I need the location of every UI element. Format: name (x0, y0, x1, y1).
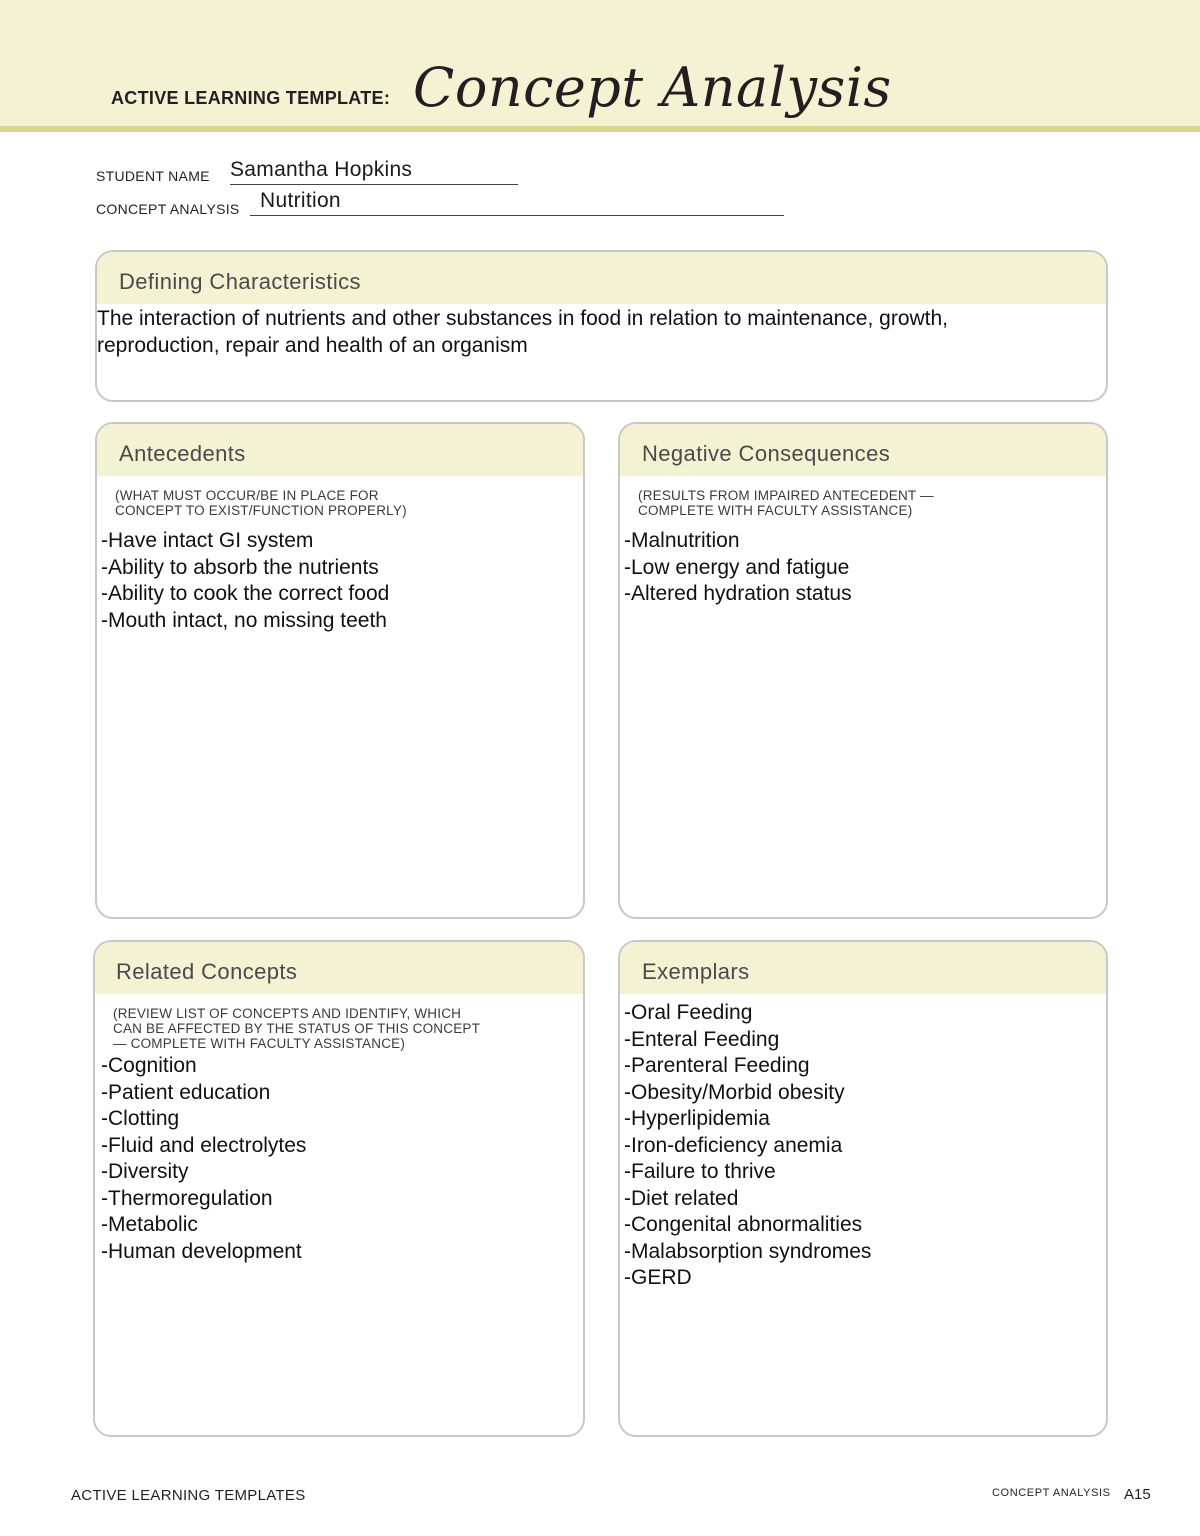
antecedents-panel (95, 422, 585, 919)
antecedents-subtitle (97, 476, 583, 518)
list-item: -Enteral Feeding (624, 1027, 780, 1051)
list-item: -GERD (624, 1266, 692, 1289)
subtitle-line: CONCEPT TO EXIST/FUNCTION PROPERLY) (115, 503, 407, 518)
concept-row (96, 189, 341, 217)
list-item: -Have intact GI system (101, 529, 314, 552)
list-item: -Iron-deficiency anemia (624, 1133, 843, 1157)
concept-field[interactable]: Nutrition (260, 189, 341, 212)
negative-title: Negative Consequences (620, 424, 1106, 476)
list-item: -Thermoregulation (101, 1186, 273, 1210)
defining-characteristics-panel (95, 250, 1108, 402)
defining-line: reproduction, repair and health of an organism (97, 333, 528, 357)
student-name-row (96, 158, 413, 184)
list-item: -Parenteral Feeding (624, 1054, 810, 1077)
subtitle-line: (RESULTS FROM IMPAIRED ANTECEDENT — (638, 488, 934, 503)
page-header (0, 0, 1200, 132)
header-label: ACTIVE LEARNING TEMPLATE: (111, 88, 391, 108)
subtitle-line: (WHAT MUST OCCUR/BE IN PLACE FOR (115, 488, 379, 503)
list-item: -Human development (101, 1239, 302, 1263)
antecedents-title: Antecedents (97, 424, 583, 476)
page-title: Concept Analysis (413, 56, 892, 119)
list-item: -Malnutrition (624, 529, 740, 552)
negative-consequences-panel (618, 422, 1108, 919)
list-item: -Obesity/Morbid obesity (624, 1080, 845, 1104)
list-item: -Mouth intact, no missing teeth (101, 608, 387, 632)
list-item: -Altered hydration status (624, 582, 852, 605)
list-item: -Diet related (624, 1186, 739, 1210)
negative-subtitle (620, 476, 1106, 518)
footer-section: CONCEPT ANALYSIS (992, 1487, 1111, 1499)
related-list[interactable] (95, 1051, 583, 1265)
footer-left: ACTIVE LEARNING TEMPLATES (71, 1487, 306, 1504)
list-item: -Malabsorption syndromes (624, 1239, 872, 1263)
antecedents-list[interactable] (97, 518, 583, 634)
exemplars-title: Exemplars (620, 942, 1106, 994)
student-name-field[interactable]: Samantha Hopkins (230, 158, 413, 181)
subtitle-line: COMPLETE WITH FACULTY ASSISTANCE) (638, 503, 913, 518)
subtitle-line: — COMPLETE WITH FACULTY ASSISTANCE) (113, 1036, 406, 1051)
concept-label: CONCEPT ANALYSIS (96, 201, 240, 217)
list-item: -Failure to thrive (624, 1160, 776, 1183)
defining-line: The interaction of nutrients and other substances in food in relation to maintenance, growth, (97, 307, 949, 330)
negative-list[interactable] (620, 518, 1106, 608)
list-item: -Low energy and fatigue (624, 555, 850, 579)
list-item: -Diversity (101, 1160, 189, 1183)
defining-title: Defining Characteristics (97, 252, 1106, 304)
list-item: -Cognition (101, 1054, 197, 1077)
list-item: -Fluid and electrolytes (101, 1133, 307, 1157)
exemplars-list[interactable] (620, 994, 1106, 1292)
defining-text[interactable] (97, 304, 1106, 359)
list-item: -Hyperlipidemia (624, 1107, 770, 1130)
related-concepts-panel (93, 940, 585, 1437)
concept-line (250, 215, 784, 216)
list-item: -Ability to absorb the nutrients (101, 555, 379, 579)
exemplars-panel (618, 940, 1108, 1437)
list-item: -Clotting (101, 1107, 180, 1130)
subtitle-line: CAN BE AFFECTED BY THE STATUS OF THIS CONCEPT (113, 1021, 481, 1036)
list-item: -Congenital abnormalities (624, 1213, 863, 1236)
student-name-line (230, 184, 518, 185)
list-item: -Metabolic (101, 1213, 198, 1236)
list-item: -Oral Feeding (624, 1001, 753, 1024)
list-item: -Patient education (101, 1080, 271, 1104)
related-title: Related Concepts (95, 942, 583, 994)
subtitle-line: (REVIEW LIST OF CONCEPTS AND IDENTIFY, WHICH (113, 1006, 462, 1021)
page-number: A15 (1124, 1486, 1151, 1503)
related-subtitle (95, 994, 583, 1051)
list-item: -Ability to cook the correct food (101, 582, 390, 605)
student-name-label: STUDENT NAME (96, 168, 210, 184)
